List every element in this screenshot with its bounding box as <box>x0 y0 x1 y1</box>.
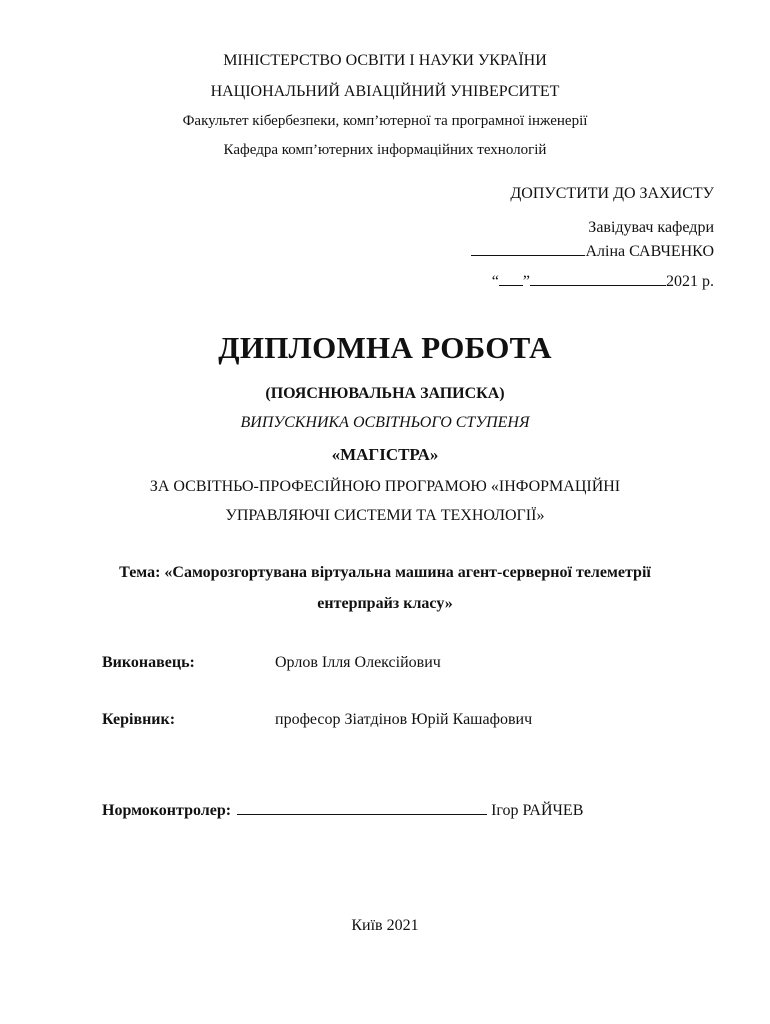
normcontroller-label: Нормоконтролер: <box>102 802 232 819</box>
head-of-department-name: Аліна САВЧЕНКО <box>585 243 714 260</box>
program-line-2: УПРАВЛЯЮЧІ СИСТЕМИ ТА ТЕХНОЛОГІЇ» <box>225 507 545 524</box>
city-year: Київ 2021 <box>351 917 419 934</box>
university-heading: НАЦІОНАЛЬНИЙ АВІАЦІЙНИЙ УНІВЕРСИТЕТ <box>210 83 560 100</box>
executor-name: Орлов Ілля Олексійович <box>275 654 441 671</box>
supervisor-name: професор Зіатдінов Юрій Кашафович <box>275 711 533 728</box>
signature-blank <box>471 242 585 256</box>
ministry-heading: МІНІСТЕРСТВО ОСВІТИ І НАУКИ УКРАЇНИ <box>223 52 547 69</box>
normcontroller-name: Ігор РАЙЧЕВ <box>491 802 584 819</box>
admit-to-defense: ДОПУСТИТИ ДО ЗАХИСТУ <box>510 185 714 202</box>
explanatory-note: (ПОЯСНЮВАЛЬНА ЗАПИСКА) <box>265 385 505 402</box>
department-heading: Кафедра комп’ютерних інформаційних технологій <box>223 142 547 158</box>
quote-open: “ <box>491 273 499 290</box>
quote-close: ” <box>522 273 530 290</box>
program-line-1: ЗА ОСВІТНЬО-ПРОФЕСІЙНОЮ ПРОГРАМОЮ «ІНФОРМАЦІЙНІ <box>149 478 621 495</box>
month-blank <box>530 272 666 286</box>
topic-line-1: Тема: «Саморозгортувана віртуальна машина агент-серверної телеметрії <box>119 564 651 581</box>
normcontroller-line <box>102 800 583 820</box>
topic-line-2: ентерпрайз класу» <box>317 595 453 612</box>
approval-year: 2021 р. <box>666 273 714 290</box>
document-title: ДИПЛОМНА РОБОТА <box>218 330 552 365</box>
head-signature-line <box>471 242 714 261</box>
faculty-heading: Факультет кібербезпеки, комп’ютерної та програмної інженерії <box>182 113 588 129</box>
normcontroller-signature-blank <box>237 800 487 815</box>
head-of-department-role: Завідувач кафедри <box>588 219 714 236</box>
executor-label: Виконавець: <box>102 654 195 671</box>
day-blank <box>499 272 523 286</box>
supervisor-label: Керівник: <box>102 711 176 728</box>
approval-date-line <box>492 272 714 291</box>
graduate-degree-caption: ВИПУСКНИКА ОСВІТНЬОГО СТУПЕНЯ <box>240 414 530 431</box>
degree-name: «МАГІСТРА» <box>331 445 439 464</box>
